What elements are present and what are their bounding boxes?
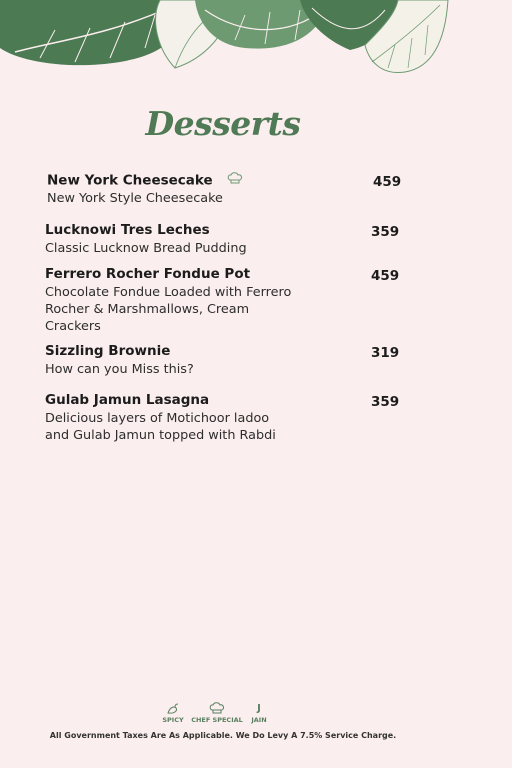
dietary-legend — [0, 702, 512, 732]
chef-hat-icon — [191, 702, 243, 716]
jain-glyph: J — [257, 703, 261, 714]
item-name: Ferrero Rocher Fondue Pot — [45, 266, 251, 282]
item-name: Lucknowi Tres Leches — [45, 222, 210, 238]
item-price: 359 — [371, 394, 400, 410]
tax-footer-note: All Government Taxes Are As Applicable. We Do Levy A 7.5% Service Charge. — [49, 731, 397, 740]
menu-item — [45, 343, 415, 378]
legend-label: JAIN — [251, 716, 267, 724]
item-name: Gulab Jamun Lasagna — [45, 392, 210, 408]
item-price: 459 — [373, 174, 402, 190]
menu-item — [45, 392, 415, 444]
legend-jain — [247, 702, 271, 724]
section-title: Desserts — [145, 104, 301, 143]
chili-icon — [158, 702, 188, 716]
menu-item — [47, 172, 417, 207]
item-description: Delicious layers of Motichoor ladoo and Gulab Jamun topped with Rabdi — [45, 410, 276, 443]
legend-label: SPICY — [162, 716, 184, 724]
item-name: Sizzling Brownie — [45, 343, 171, 359]
item-price: 359 — [371, 224, 400, 240]
monstera-leaves-decoration — [0, 0, 512, 80]
item-price: 319 — [371, 345, 400, 361]
item-description: Chocolate Fondue Loaded with Ferrero Rocher & Marshmallows, Cream Crackers — [45, 284, 292, 334]
item-description: How can you Miss this? — [45, 361, 194, 377]
menu-item — [45, 222, 415, 257]
chef-hat-icon — [227, 172, 243, 189]
item-name: New York Cheesecake — [47, 172, 213, 189]
menu-item — [45, 266, 415, 335]
item-description: Classic Lucknow Bread Pudding — [45, 240, 247, 256]
item-price: 459 — [371, 268, 400, 284]
leaf-dark-left — [0, 0, 181, 65]
legend-chef-special — [191, 702, 243, 724]
item-description: New York Style Cheesecake — [47, 191, 223, 206]
legend-label: CHEF SPECIAL — [191, 716, 243, 724]
legend-spicy — [158, 702, 188, 724]
